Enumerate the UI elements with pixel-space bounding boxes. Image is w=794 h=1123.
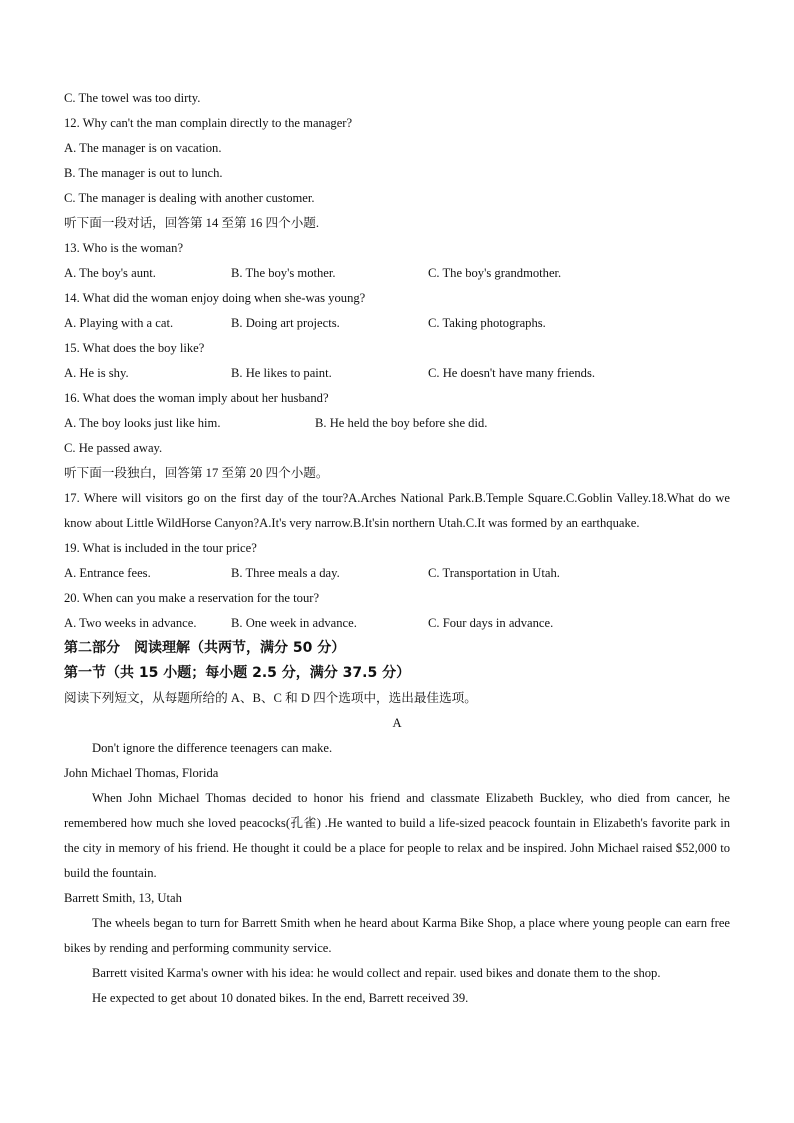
passage-paragraph-2: The wheels began to turn for Barrett Smith when he heard about Karma Bike Shop, a place where young people can earn free bikes by rending and performing community service. [64,916,730,955]
q13-option-b: B. The boy's mother. [231,266,336,280]
passage-paragraph-4: He expected to get about 10 donated bikes. In the end, Barrett received 39. [92,991,469,1005]
person-heading-2: Barrett Smith, 13, Utah [64,891,182,905]
section-one-title: 第一节（共 15 小题；每小题 2.5 分，满分 37.5 分） [64,665,411,681]
q13-options [64,261,730,286]
q13-option-a: A. The boy's aunt. [64,266,156,280]
q12-option-b: B. The manager is out to lunch. [64,166,223,180]
q20-option-c: C. Four days in advance. [428,616,554,630]
q16-option-b: B. He held the boy before she did. [315,416,488,430]
part-two-title: 第二部分 阅读理解（共两节，满分 50 分） [64,640,346,656]
q12-option-a: A. The manager is on vacation. [64,141,222,155]
q12-option-c: C. The manager is dealing with another customer. [64,191,315,205]
q17-18-text: 17. Where will visitors go on the first day of the tour?A.Arches National Park.B.Temple Square.C.Goblin Valley.18.What do we know about Little WildHorse Canyon?A.It's very narrow.B.It'sin northern Utah.C.It was formed by an earthquake. [64,491,730,530]
passage-intro: Don't ignore the difference teenagers can make. [92,741,333,755]
q14-options [64,311,730,336]
q19-options [64,561,730,586]
q16-option-a: A. The boy looks just like him. [64,416,221,430]
q19-option-a: A. Entrance fees. [64,566,151,580]
q15-option-c: C. He doesn't have many friends. [428,366,595,380]
passage-label: A [392,716,402,730]
q20-question: 20. When can you make a reservation for the tour? [64,591,320,605]
q16-option-c: C. He passed away. [64,441,163,455]
q15-question: 15. What does the boy like? [64,341,205,355]
q14-option-c: C. Taking photographs. [428,316,546,330]
q14-option-a: A. Playing with a cat. [64,316,174,330]
q16-options [64,411,730,436]
q15-option-a: A. He is shy. [64,366,129,380]
q19-question: 19. What is included in the tour price? [64,541,257,555]
reading-instruction: 阅读下列短文，从每题所给的 A、B、C 和 D 四个选项中，选出最佳选项。 [64,691,477,705]
q12-question: 12. Why can't the man complain directly to the manager? [64,116,353,130]
person-heading-1: John Michael Thomas, Florida [64,766,219,780]
passage-paragraph-1: When John Michael Thomas decided to honor his friend and classmate Elizabeth Buckley, who died from cancer, he remembered how much she loved peacocks(孔雀) .He wanted to build a life-sized peacock fountain in Elizabeth's favorite park in the city in memory of his friend. He thought it could be a place for people to relax and be inspired. John Michael raised $52,000 to build the fountain. [64,791,730,880]
q14-question: 14. What did the woman enjoy doing when she-was young? [64,291,366,305]
q11-option-c: C. The towel was too dirty. [64,91,201,105]
q15-option-b: B. He likes to paint. [231,366,332,380]
q13-question: 13. Who is the woman? [64,241,184,255]
instruction-17-20: 听下面一段独白，回答第 17 至第 20 四个小题。 [64,466,329,480]
q14-option-b: B. Doing art projects. [231,316,340,330]
q19-option-c: C. Transportation in Utah. [428,566,560,580]
passage-paragraph-3: Barrett visited Karma's owner with his idea: he would collect and repair. used bikes and donate them to the shop. [92,966,661,980]
q20-option-b: B. One week in advance. [231,616,357,630]
q15-options [64,361,730,386]
q19-option-b: B. Three meals a day. [231,566,340,580]
q16-question: 16. What does the woman imply about her husband? [64,391,329,405]
document-page [64,86,730,1011]
q20-option-a: A. Two weeks in advance. [64,616,197,630]
instruction-14-16: 听下面一段对话，回答第 14 至第 16 四个小题. [64,216,320,230]
q13-option-c: C. The boy's grandmother. [428,266,562,280]
q20-options [64,611,730,636]
